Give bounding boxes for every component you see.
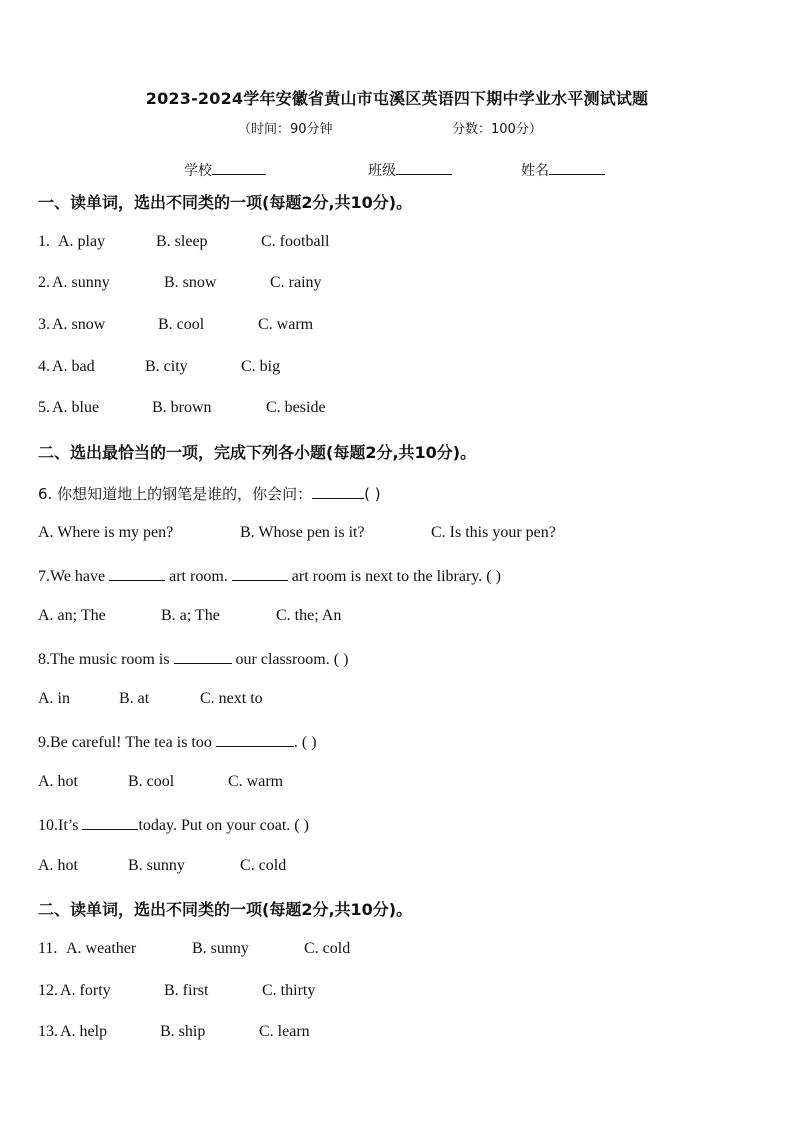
question-stem: art room. — [165, 568, 232, 585]
option-b: B. cool — [128, 773, 175, 790]
question-9-options — [38, 773, 284, 791]
option-a: A. weather — [66, 940, 137, 957]
answer-blank[interactable] — [312, 484, 364, 499]
option-c: C. football — [261, 233, 330, 250]
option-c: C. learn — [259, 1023, 310, 1040]
question-number: 11. — [38, 940, 58, 957]
option-b: B. first — [164, 982, 209, 999]
option-b: B. city — [145, 358, 188, 375]
option-b: B. brown — [152, 399, 212, 416]
option-b: B. at — [119, 690, 150, 707]
name-field — [521, 160, 605, 180]
question-stem: 9.Be careful! The tea is too — [38, 734, 216, 751]
answer-paren[interactable]: ( ) — [301, 734, 317, 751]
option-b: B. Whose pen is it? — [240, 524, 365, 541]
section1-heading: 一、读单词，选出不同类的一项(每题2分,共10分)。 — [38, 193, 413, 212]
option-a: A. play — [58, 233, 106, 250]
class-blank[interactable] — [396, 160, 452, 175]
option-c: C. big — [241, 358, 281, 375]
option-c: C. cold — [240, 857, 287, 874]
class-label: 班级 — [368, 163, 396, 179]
question-number: 4. — [38, 358, 50, 375]
question-stem: art room is next to the library. — [287, 568, 483, 585]
question-8 — [38, 649, 348, 669]
answer-paren[interactable]: ( ) — [333, 651, 349, 668]
school-field — [184, 160, 266, 180]
option-c: C. thirty — [262, 982, 316, 999]
question-2 — [38, 274, 322, 292]
question-8-options — [38, 690, 263, 708]
option-c: C. warm — [228, 773, 284, 790]
option-a: A. Where is my pen? — [38, 524, 174, 541]
answer-blank[interactable] — [109, 566, 165, 581]
answer-paren[interactable]: ( ) — [364, 485, 381, 503]
option-a: A. bad — [52, 358, 95, 375]
name-blank[interactable] — [549, 160, 605, 175]
question-stem: 7.We have — [38, 568, 110, 585]
exam-time: （时间：90分钟 — [238, 122, 333, 137]
question-number: 2. — [38, 274, 50, 291]
question-3 — [38, 316, 314, 334]
exam-title: 2023-2024学年安徽省黄山市屯溪区英语四下期中学业水平测试试题 — [145, 89, 649, 108]
option-b: B. sleep — [156, 233, 208, 250]
option-c: C. the; An — [276, 607, 342, 624]
question-6-options — [38, 524, 556, 542]
question-stem: . — [293, 734, 298, 751]
option-b: B. a; The — [161, 607, 220, 624]
question-6 — [38, 483, 381, 504]
option-b: B. sunny — [192, 940, 249, 957]
answer-paren[interactable]: ( ) — [294, 817, 309, 834]
option-b: B. ship — [160, 1023, 206, 1040]
question-4 — [38, 358, 281, 376]
section3-heading: 二、读单词，选出不同类的一项(每题2分,共10分)。 — [38, 900, 413, 919]
option-a: A. blue — [52, 399, 100, 416]
question-stem: 10.It’s — [38, 817, 83, 834]
question-stem: 8.The music room is — [38, 651, 174, 668]
question-1 — [38, 233, 330, 251]
question-stem: 6. 你想知道地上的钢笔是谁的，你会问： — [38, 485, 313, 503]
option-a: A. hot — [38, 857, 78, 874]
answer-blank[interactable] — [216, 732, 294, 747]
option-c: C. beside — [266, 399, 326, 416]
question-number: 5. — [38, 399, 50, 416]
exam-subtitle — [0, 118, 794, 136]
section2-heading: 二、选出最恰当的一项，完成下列各小题(每题2分,共10分)。 — [38, 443, 477, 462]
question-10-options — [38, 857, 287, 875]
option-b: B. snow — [164, 274, 217, 291]
option-a: A. help — [60, 1023, 108, 1040]
option-a: A. snow — [52, 316, 106, 333]
question-9 — [38, 732, 317, 752]
question-number: 12. — [38, 982, 58, 999]
question-number: 1. — [38, 233, 50, 250]
option-c: C. next to — [200, 690, 263, 707]
school-label: 学校 — [184, 163, 212, 179]
answer-blank[interactable] — [232, 566, 288, 581]
option-a: A. in — [38, 690, 70, 707]
question-5 — [38, 399, 326, 417]
question-stem: our classroom. — [231, 651, 330, 668]
question-number: 13. — [38, 1023, 58, 1040]
answer-paren[interactable]: ( ) — [486, 568, 501, 585]
option-a: A. hot — [38, 773, 78, 790]
option-c: C. Is this your pen? — [431, 524, 556, 541]
option-a: A. an; The — [38, 607, 106, 624]
school-blank[interactable] — [212, 160, 266, 175]
student-info — [0, 160, 794, 180]
question-stem: today. Put on your coat. — [138, 817, 291, 834]
question-7-options — [38, 607, 342, 625]
question-13 — [38, 1023, 310, 1041]
class-field — [368, 160, 452, 180]
option-c: C. rainy — [270, 274, 322, 291]
question-10 — [38, 815, 309, 835]
answer-blank[interactable] — [174, 649, 232, 664]
option-b: B. sunny — [128, 857, 185, 874]
option-b: B. cool — [158, 316, 205, 333]
question-7 — [38, 566, 501, 586]
answer-blank[interactable] — [82, 815, 138, 830]
name-label: 姓名 — [521, 163, 549, 179]
option-a: A. forty — [60, 982, 111, 999]
question-11 — [38, 940, 351, 958]
question-12 — [38, 982, 316, 1000]
question-number: 3. — [38, 316, 50, 333]
option-c: C. cold — [304, 940, 351, 957]
option-a: A. sunny — [52, 274, 110, 291]
option-c: C. warm — [258, 316, 314, 333]
exam-score: 分数：100分） — [452, 122, 542, 137]
